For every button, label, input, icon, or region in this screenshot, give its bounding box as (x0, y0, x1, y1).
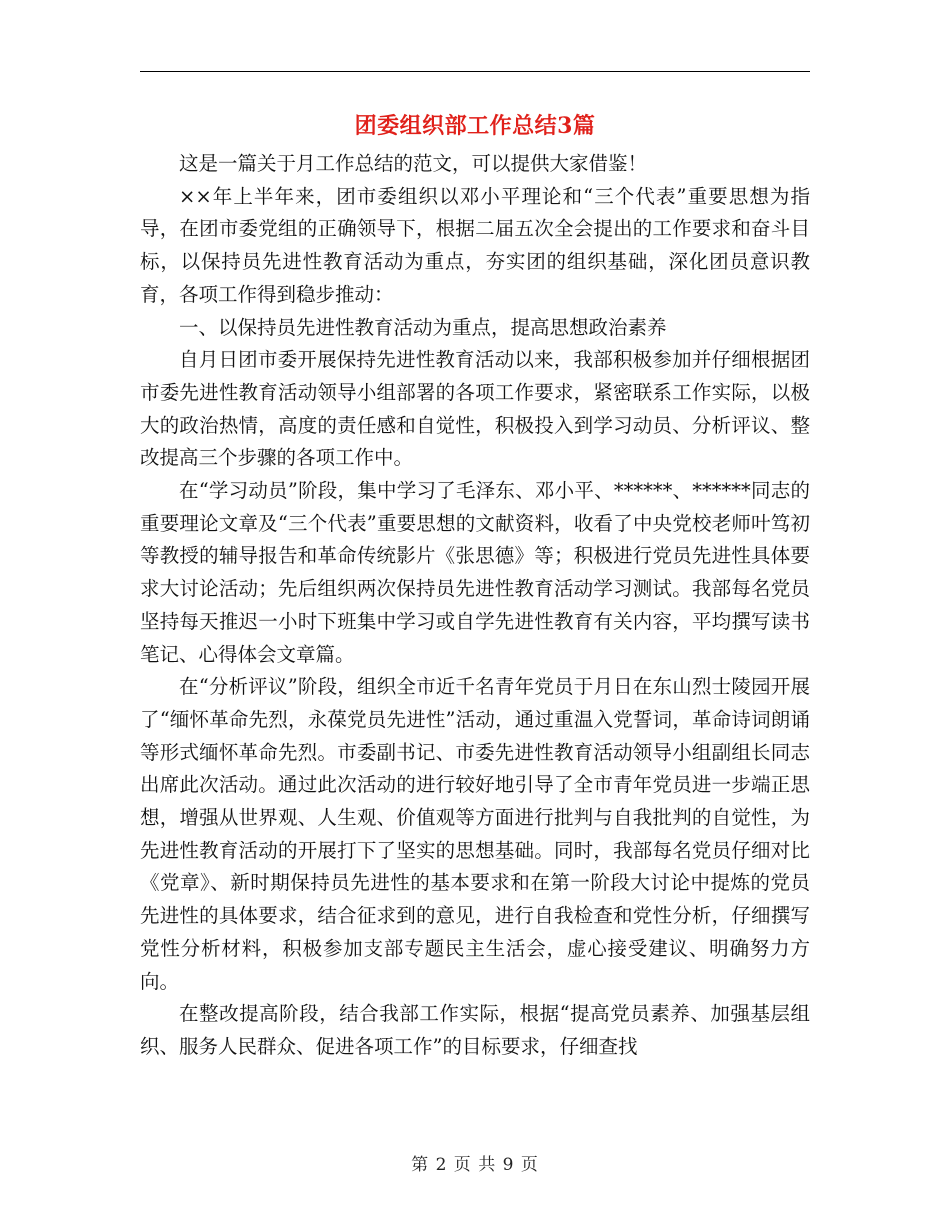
document-title: 团委组织部工作总结3篇 (354, 113, 596, 139)
paragraph-intro: 这是一篇关于月工作总结的范文，可以提供大家借鉴！ (179, 152, 648, 175)
paragraph-overview: ××年上半年来，团市委组织以邓小平理论和“三个代表”重要思想为指导，在团市委党组的正确领导下，根据二届五次全会提出的工作要求和奋斗目标，以保持员先进性教育活动为重点，夯实团的组织基础，深化团员意识教育，各项工作得到稳步推动： (140, 184, 810, 306)
paragraph-rectify-phase: 在整改提高阶段，结合我部工作实际，根据“提高党员素养、加强基层组织、服务人民群众、促进各项工作”的目标要求，仔细查找 (140, 1002, 810, 1058)
paragraph-study-phase: 在“学习动员”阶段，集中学习了毛泽东、邓小平、******、******同志的重要理论文章及“三个代表”重要思想的文献资料，收看了中央党校老师叶笃初等教授的辅导报告和革命传统影片《张思德》等；积极进行党员先进性具体要求大讨论活动；先后组织两次保持员先进性教育活动学习测试。我部每名党员坚持每天推迟一小时下班集中学习或自学先进性教育有关内容，平均撰写读书笔记、心得体会文章篇。 (140, 479, 810, 666)
page-number: 第 2 页 共 9 页 (411, 1155, 539, 1175)
header-rule (140, 71, 810, 72)
paragraph-activity-start: 自月日团市委开展保持先进性教育活动以来，我部积极参加并仔细根据团市委先进性教育活动领导小组部署的各项工作要求，紧密联系工作实际，以极大的政治热情，高度的责任感和自觉性，积极投入到学习动员、分析评议、整改提高三个步骤的各项工作中。 (140, 348, 810, 470)
paragraph-review-phase: 在“分析评议”阶段，组织全市近千名青年党员于月日在东山烈士陵园开展了“缅怀革命先烈，永葆党员先进性”活动，通过重温入党誓词，革命诗词朗诵等形式缅怀革命先烈。市委副书记、市委先进性教育活动领导小组副组长同志出席此次活动。通过此次活动的进行较好地引导了全市青年党员进一步端正思想，增强从世界观、人生观、价值观等方面进行批判与自我批判的自觉性，为先进性教育活动的开展打下了坚实的思想基础。同时，我部每名党员仔细对比《党章》、新时期保持员先进性的基本要求和在第一阶段大讨论中提炼的党员先进性的具体要求，结合征求到的意见，进行自我检查和党性分析，仔细撰写党性分析材料，积极参加支部专题民主生活会，虚心接受建议、明确努力方向。 (140, 675, 810, 993)
document-body (140, 148, 810, 1064)
section-heading-1: 一、以保持员先进性教育活动为重点，提高思想政治素养 (179, 315, 667, 339)
